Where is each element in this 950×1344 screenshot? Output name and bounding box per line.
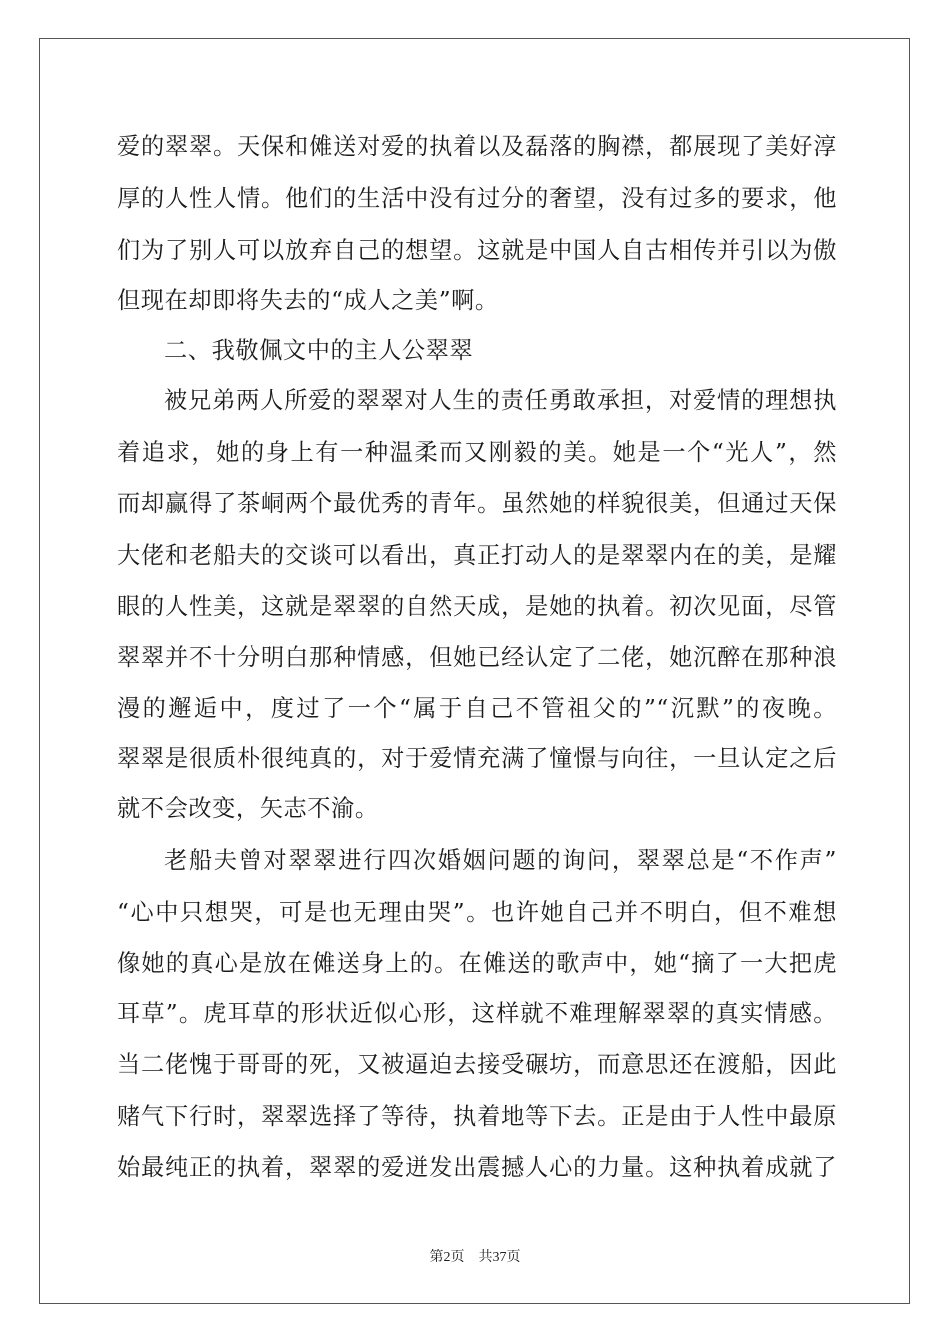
text-line: 爱的翠翠。天保和傩送对爱的执着以及磊落的胸襟，都展现了美好淳 xyxy=(117,133,837,160)
page-footer xyxy=(0,1246,950,1266)
paragraph-first-line: 被兄弟两人所爱的翠翠对人生的责任勇敢承担，对爱情的理想执 xyxy=(164,387,837,414)
section-heading: 二、我敬佩文中的主人公翠翠 xyxy=(164,337,474,364)
text-line: 漫的邂逅中，度过了一个“属于自己不管祖父的”“沉默”的夜晚。 xyxy=(117,695,837,722)
text-line: 而却赢得了茶峒两个最优秀的青年。虽然她的样貌很美，但通过天保 xyxy=(117,490,837,517)
text-line: 始最纯正的执着，翠翠的爱迸发出震撼人心的力量。这种执着成就了 xyxy=(117,1154,837,1181)
text-line: 大佬和老船夫的交谈可以看出，真正打动人的是翠翠内在的美，是耀 xyxy=(117,542,837,569)
text-line: 眼的人性美，这就是翠翠的自然天成，是她的执着。初次见面，尽管 xyxy=(117,593,837,620)
text-line: 像她的真心是放在傩送身上的。在傩送的歌声中，她“摘了一大把虎 xyxy=(117,950,837,977)
text-line: 就不会改变，矢志不渝。 xyxy=(117,795,379,822)
text-line: 翠翠是很质朴很纯真的，对于爱情充满了憧憬与向往，一旦认定之后 xyxy=(117,745,837,772)
text-line: “心中只想哭，可是也无理由哭”。也许她自己并不明白，但不难想 xyxy=(117,899,837,926)
text-line: 厚的人性人情。他们的生活中没有过分的奢望，没有过多的要求，他 xyxy=(117,185,837,212)
page-number: 第2页 xyxy=(429,1250,465,1265)
text-line: 翠翠并不十分明白那种情感，但她已经认定了二佬，她沉醉在那种浪 xyxy=(117,644,837,671)
text-line: 着追求，她的身上有一种温柔而又刚毅的美。她是一个“光人”，然 xyxy=(117,439,837,466)
text-line: 们为了别人可以放弃自己的想望。这就是中国人自古相传并引以为傲 xyxy=(117,237,837,264)
total-pages: 共37页 xyxy=(478,1250,521,1265)
text-line: 赌气下行时，翠翠选择了等待，执着地等下去。正是由于人性中最原 xyxy=(117,1103,837,1130)
text-line: 耳草”。虎耳草的形状近似心形，这样就不难理解翠翠的真实情感。 xyxy=(117,1000,837,1027)
text-line: 当二佬愧于哥哥的死，又被逼迫去接受碾坊，而意思还在渡船，因此 xyxy=(117,1051,837,1078)
paragraph-first-line: 老船夫曾对翠翠进行四次婚姻问题的询问，翠翠总是“不作声” xyxy=(164,847,837,874)
text-line: 但现在却即将失去的“成人之美”啊。 xyxy=(117,287,499,314)
